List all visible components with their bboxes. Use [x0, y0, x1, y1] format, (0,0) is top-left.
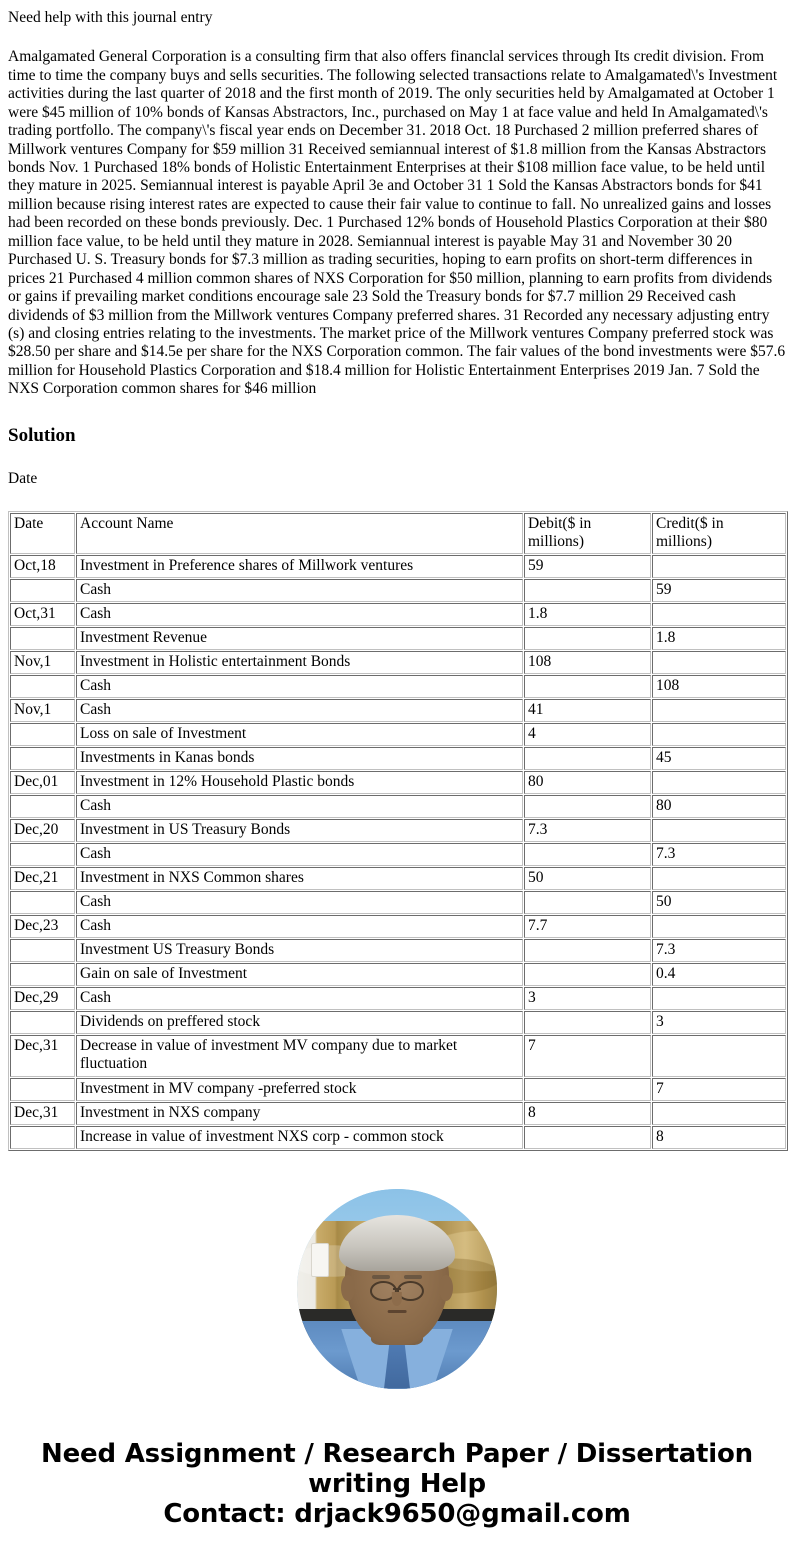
cell-date [10, 1078, 75, 1101]
cell-credit: 8 [652, 1126, 786, 1149]
cell-credit: 7.3 [652, 843, 786, 866]
cell-date: Nov,1 [10, 699, 75, 722]
table-row [10, 771, 786, 794]
cell-debit: 108 [524, 651, 651, 674]
cta-headline: Need Assignment / Research Paper / Dissertation writing Help [41, 1438, 753, 1499]
cell-credit [652, 603, 786, 626]
cell-credit [652, 1035, 786, 1077]
column-header-date: Date [10, 513, 75, 554]
table-row [10, 939, 786, 962]
cell-debit: 3 [524, 987, 651, 1010]
column-header-account-name: Account Name [76, 513, 523, 554]
cell-account: Cash [76, 987, 523, 1010]
cell-credit [652, 555, 786, 578]
cell-account: Loss on sale of Investment [76, 723, 523, 746]
cell-credit: 1.8 [652, 627, 786, 650]
cell-account: Cash [76, 795, 523, 818]
page-container [0, 8, 794, 1553]
cell-credit [652, 867, 786, 890]
table-row [10, 747, 786, 770]
avatar-ear-right [439, 1275, 453, 1301]
avatar-eyebrow-right [404, 1275, 422, 1278]
cell-date [10, 579, 75, 602]
cell-date: Dec,31 [10, 1102, 75, 1125]
cell-credit: 3 [652, 1011, 786, 1034]
column-header-credit: Credit($ in millions) [652, 513, 786, 554]
cell-credit [652, 651, 786, 674]
cell-date: Dec,29 [10, 987, 75, 1010]
cell-account: Cash [76, 699, 523, 722]
cell-date [10, 627, 75, 650]
cell-account: Increase in value of investment NXS corp - common stock [76, 1126, 523, 1149]
table-row [10, 1102, 786, 1125]
cell-date [10, 891, 75, 914]
table-header-row [10, 513, 786, 554]
table-row [10, 723, 786, 746]
cell-date: Dec,21 [10, 867, 75, 890]
cell-account: Investment in Holistic entertainment Bonds [76, 651, 523, 674]
cell-credit [652, 819, 786, 842]
cell-debit [524, 843, 651, 866]
cell-date: Dec,01 [10, 771, 75, 794]
cell-debit: 1.8 [524, 603, 651, 626]
solution-heading: Solution [8, 424, 76, 446]
avatar-mouth [388, 1310, 407, 1313]
table-row [10, 579, 786, 602]
cell-date [10, 1126, 75, 1149]
cell-debit: 7 [524, 1035, 651, 1077]
cell-date [10, 747, 75, 770]
cell-account: Decrease in value of investment MV company due to market fluctuation [76, 1035, 523, 1077]
cell-credit: 59 [652, 579, 786, 602]
cell-account: Investment in US Treasury Bonds [76, 819, 523, 842]
cell-debit [524, 747, 651, 770]
avatar-ear-left [341, 1275, 355, 1301]
cell-debit [524, 579, 651, 602]
cell-date: Dec,20 [10, 819, 75, 842]
cell-credit [652, 771, 786, 794]
cell-credit: 45 [652, 747, 786, 770]
cell-account: Investment in Preference shares of Millwork ventures [76, 555, 523, 578]
table-row [10, 819, 786, 842]
table-row [10, 891, 786, 914]
table-row [10, 843, 786, 866]
cell-account: Cash [76, 579, 523, 602]
cell-credit [652, 987, 786, 1010]
table-row [10, 1011, 786, 1034]
cell-debit: 80 [524, 771, 651, 794]
cell-account: Cash [76, 603, 523, 626]
cell-account: Investment in 12% Household Plastic bonds [76, 771, 523, 794]
avatar [297, 1189, 497, 1389]
cell-credit [652, 723, 786, 746]
cell-date [10, 675, 75, 698]
cell-credit: 80 [652, 795, 786, 818]
table-row [10, 963, 786, 986]
cell-account: Dividends on preffered stock [76, 1011, 523, 1034]
table-row [10, 795, 786, 818]
cell-date [10, 1011, 75, 1034]
journal-table-body [10, 513, 786, 1149]
cell-credit: 50 [652, 891, 786, 914]
cell-date [10, 843, 75, 866]
avatar-nose [392, 1292, 402, 1306]
cell-date: Dec,31 [10, 1035, 75, 1077]
cell-account: Investments in Kanas bonds [76, 747, 523, 770]
cell-credit [652, 1102, 786, 1125]
cell-account: Cash [76, 675, 523, 698]
table-row [10, 555, 786, 578]
question-title: Need help with this journal entry [8, 9, 213, 26]
cell-credit [652, 699, 786, 722]
cell-credit [652, 915, 786, 938]
column-header-debit: Debit($ in millions) [524, 513, 651, 554]
cell-account: Investment Revenue [76, 627, 523, 650]
cell-debit: 7.3 [524, 819, 651, 842]
cell-date [10, 795, 75, 818]
cell-debit [524, 795, 651, 818]
table-row [10, 987, 786, 1010]
cell-debit [524, 1078, 651, 1101]
cta-contact-email: Contact: drjack9650@gmail.com [163, 1498, 631, 1529]
cell-credit: 7.3 [652, 939, 786, 962]
avatar-section [0, 1189, 794, 1391]
table-row [10, 1078, 786, 1101]
cell-date [10, 963, 75, 986]
cell-debit: 7.7 [524, 915, 651, 938]
avatar-eyebrow-left [372, 1275, 390, 1278]
avatar-glasses-bridge [393, 1288, 402, 1290]
cell-date [10, 939, 75, 962]
cell-account: Cash [76, 843, 523, 866]
cell-account: Investment in NXS Common shares [76, 867, 523, 890]
table-row [10, 603, 786, 626]
journal-table-wrapper [8, 511, 794, 1151]
cell-debit: 4 [524, 723, 651, 746]
journal-entry-table [8, 511, 788, 1151]
date-label: Date [8, 470, 38, 488]
cell-debit [524, 939, 651, 962]
question-body-text: Amalgamated General Corporation is a consulting firm that also offers financlal services through Its credit division. From time to time the company buys and sells securities. The following selected transactions relate to Amalgamated\'s Investment activities during the last quarter of 2018 and the first month of 2019. The only securities held by Amalgamated at October 1 were $45 million of 10% bonds of Kansas Abstractors, Inc., purchased on May 1 at face value and held In Amalgamated\'s trading portfollo. The company\'s fiscal year ends on December 31. 2018 Oct. 18 Purchased 2 million preferred shares of Millwork ventures Company for $59 million 31 Received semiannual interest of $1.8 million from the Kansas Abstractors bonds Nov. 1 Purchased 18% bonds of Holistic Entertainment Enterprises at their $108 million face value, to be held until they mature in 2025. Semiannual interest is payable April 3e and October 31 1 Sold the Kansas Abstractors bonds for $41 million because rising interest rates are expected to cause their fair value to continue to fall. No unrealized gains and losses had been recorded on these bonds previously. Dec. 1 Purchased 12% bonds of Household Plastics Corporation at their $80 million face value, to be held until they mature in 2028. Semiannual interest is payable May 31 and November 30 20 Purchased U. S. Treasury bonds for $7.3 million as trading securities, hoping to earn profits on short-term differences in prices 21 Purchased 4 million common shares of NXS Corporation for $50 million, planning to earn profits from dividends or gains if prevailing market conditions encourage sale 23 Sold the Treasury bonds for $7.7 million 29 Received cash dividends of $3 million from the Millwork ventures Company preferred shares. 31 Recorded any necessary adjusting entry (s) and closing entries relating to the investments. The market price of the Millwork ventures Company preferred stock was $28.50 per share and $14.5e per share for the NXS Corporation common. The fair values of the bond investments were $57.6 million for Household Plastics Corporation and $18.4 million for Holistic Entertainment Enterprises 2019 Jan. 7 Sold the NXS Corporation common shares for $46 million [8, 48, 786, 398]
avatar-background-switch [311, 1243, 329, 1277]
cell-debit [524, 963, 651, 986]
cell-debit: 59 [524, 555, 651, 578]
cell-debit [524, 891, 651, 914]
cell-credit: 108 [652, 675, 786, 698]
cell-debit: 8 [524, 1102, 651, 1125]
cell-date: Oct,31 [10, 603, 75, 626]
cell-date: Nov,1 [10, 651, 75, 674]
cell-account: Investment US Treasury Bonds [76, 939, 523, 962]
table-row [10, 915, 786, 938]
cell-date: Dec,23 [10, 915, 75, 938]
table-row [10, 1035, 786, 1077]
cell-date [10, 723, 75, 746]
cell-account: Gain on sale of Investment [76, 963, 523, 986]
footer-cta [0, 1439, 794, 1553]
cell-debit [524, 1126, 651, 1149]
cell-account: Cash [76, 915, 523, 938]
table-row [10, 651, 786, 674]
table-row [10, 675, 786, 698]
cell-debit [524, 627, 651, 650]
table-row [10, 867, 786, 890]
table-row [10, 1126, 786, 1149]
cell-debit: 41 [524, 699, 651, 722]
table-row [10, 699, 786, 722]
cell-account: Investment in MV company -preferred stock [76, 1078, 523, 1101]
cell-account: Investment in NXS company [76, 1102, 523, 1125]
cell-credit: 7 [652, 1078, 786, 1101]
cell-date: Oct,18 [10, 555, 75, 578]
cell-credit: 0.4 [652, 963, 786, 986]
cell-debit [524, 1011, 651, 1034]
table-row [10, 627, 786, 650]
cell-debit [524, 675, 651, 698]
cell-debit: 50 [524, 867, 651, 890]
cell-account: Cash [76, 891, 523, 914]
